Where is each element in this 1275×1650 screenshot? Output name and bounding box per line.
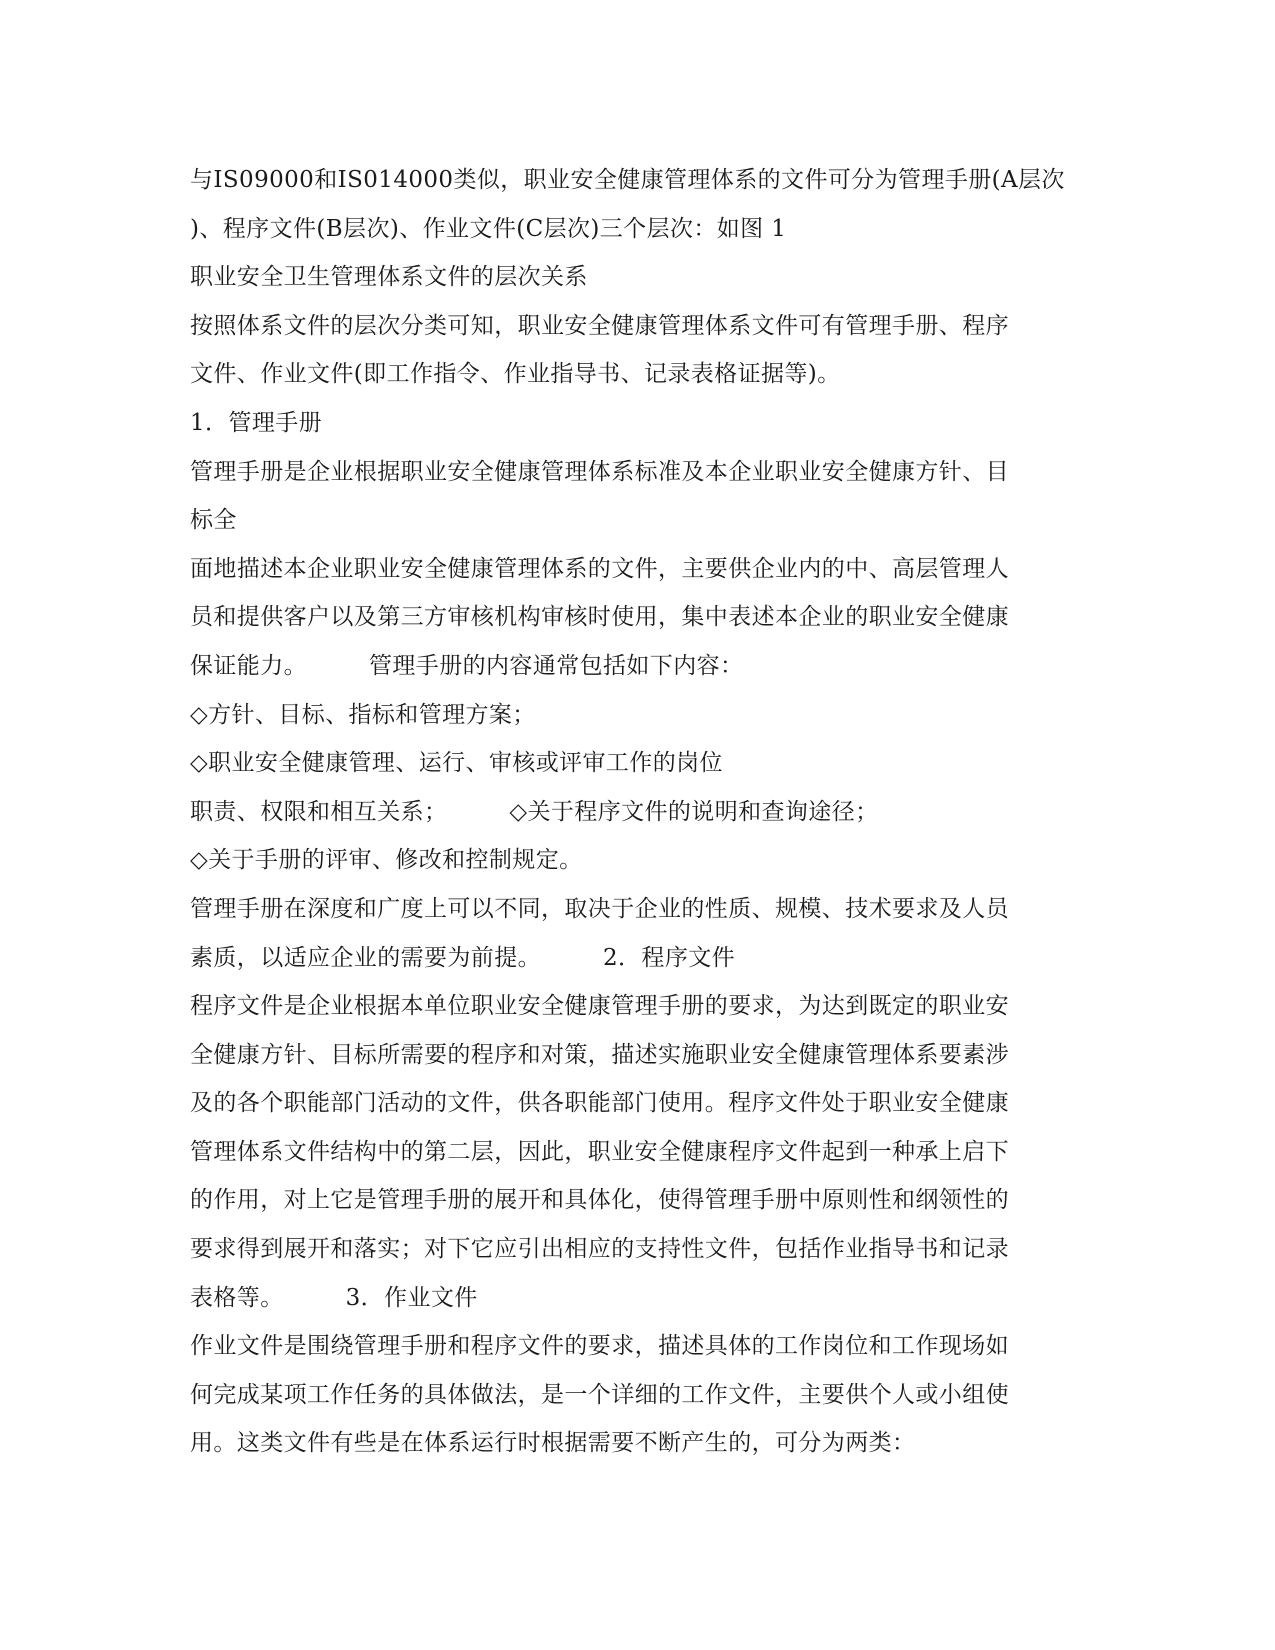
text-line-9: 面地描述本企业职业安全健康管理体系的文件，主要供企业内的中、高层管理人 [190,555,1009,582]
section-heading-1: 1．管理手册 [190,409,323,436]
bullet-item-2: ◇职业安全健康管理、运行、审核或评审工作的岗位 [190,750,723,777]
text-line-2: )、程序文件(B层次)、作业文件(C层次)三个层次：如图 1 [190,215,787,242]
text-line-8: 标全 [190,507,237,534]
text-line-14: 职责、权限和相互关系； ◇关于程序文件的说明和查询途径； [190,798,879,825]
text-line-17: 素质，以适应企业的需要为前提。 2．程序文件 [190,944,736,971]
text-line-7: 管理手册是企业根据职业安全健康管理体系标准及本企业职业安全健康方针、目 [190,458,1009,485]
text-line-16: 管理手册在深度和广度上可以不同，取决于企业的性质、规模、技术要求及人员 [190,895,1009,922]
text-line-24: 表格等。 3．作业文件 [190,1284,478,1311]
text-line-22: 的作用，对上它是管理手册的展开和具体化，使得管理手册中原则性和纲领性的 [190,1187,1009,1214]
document-body [190,156,1090,1468]
text-line-11: 保证能力。 管理手册的内容通常包括如下内容： [190,652,744,679]
text-line-1: 与IS09000和IS014000类似，职业安全健康管理体系的文件可分为管理手册(A层次 [190,167,1065,193]
figure-caption: 职业安全卫生管理体系文件的层次关系 [190,264,588,291]
text-line-5: 文件、作业文件(即工作指令、作业指导书、记录表格证据等)。 [190,361,841,388]
text-line-18: 程序文件是企业根据本单位职业安全健康管理手册的要求，为达到既定的职业安 [190,993,1009,1020]
text-line-27: 用。这类文件有些是在体系运行时根据需要不断产生的，可分为两类： [190,1430,916,1457]
text-line-26: 何完成某项工作任务的具体做法，是一个详细的工作文件，主要供个人或小组使 [190,1381,1009,1408]
text-line-23: 要求得到展开和落实；对下它应引出相应的支持性文件，包括作业指导书和记录 [190,1236,1009,1263]
text-line-4: 按照体系文件的层次分类可知，职业安全健康管理体系文件可有管理手册、程序 [190,312,1009,339]
bullet-item-4: ◇关于手册的评审、修改和控制规定。 [190,847,583,874]
text-line-25: 作业文件是围绕管理手册和程序文件的要求，描述具体的工作岗位和工作现场如 [190,1333,1009,1360]
text-line-10: 员和提供客户以及第三方审核机构审核时使用，集中表述本企业的职业安全健康 [190,604,1009,631]
text-line-21: 管理体系文件结构中的第二层，因此，职业安全健康程序文件起到一种承上启下 [190,1138,1009,1165]
text-line-19: 全健康方针、目标所需要的程序和对策，描述实施职业安全健康管理体系要素涉 [190,1041,1009,1068]
text-line-20: 及的各个职能部门活动的文件，供各职能部门使用。程序文件处于职业安全健康 [190,1090,1009,1117]
bullet-item-1: ◇方针、目标、指标和管理方案； [190,701,536,728]
